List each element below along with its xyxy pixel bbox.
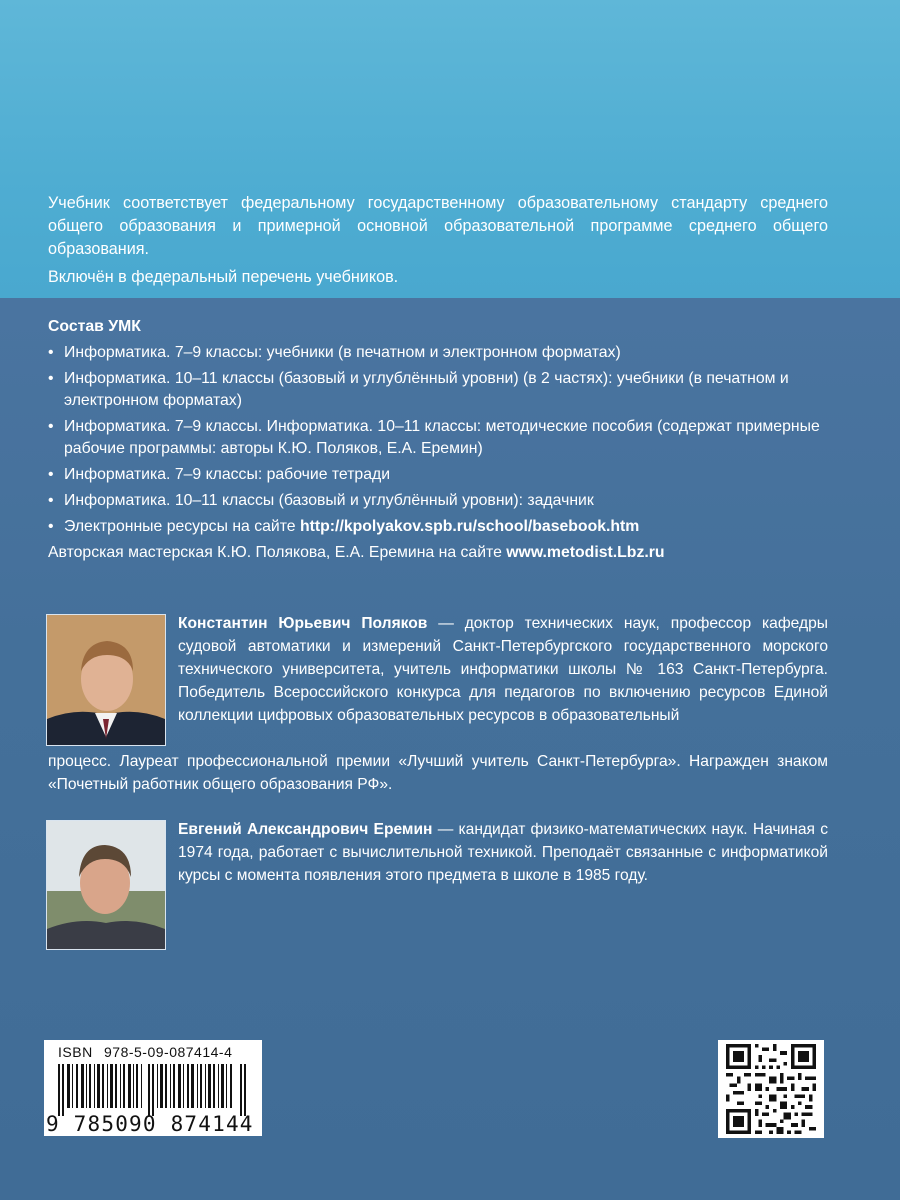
resources-link[interactable]: http://kpolyakov.spb.ru/school/basebook.htm [299,518,640,535]
author-photo-eremin [46,820,166,950]
qr-code [718,1040,824,1138]
author-photo-polyakov [46,614,166,746]
workshop-line [48,542,838,564]
portrait-icon [47,821,165,949]
isbn-barcode [44,1040,262,1136]
bullet-icon: • [48,518,54,535]
umk-item: • Информатика. 7–9 классы. Информатика. 10–11 классы: методические пособия (содержат примерные рабочие программы: авторы К.Ю. Поляков, Е.А. Еремин) [48,418,820,457]
author-bio-text: процесс. Лауреат профессиональной премии «Лучший учитель Санкт-Петербурга». Награжден знаком «Почетный работник общего образования РФ». [48,753,828,793]
portrait-icon [47,615,165,745]
workshop-text: Авторская мастерская К.Ю. Полякова, Е.А. Еремина на сайте [48,544,507,561]
umk-item: • Информатика. 10–11 классы (базовый и углублённый уровни): задачник [48,490,838,512]
author-bio-text: — доктор технических наук, профессор кафедры судовой автоматики и измерений Санкт-Петербургского государственного морского технического университета, учитель информатики школы № 163 Санкт-Петербурга. Победитель Всероссийского конкурса для педагогов по включению ресурсов Единой коллекции цифровых образовательных ресурсов в образовательный [178,615,828,724]
umk-item: • Информатика. 10–11 классы (базовый и углублённый уровни) (в 2 частях): учебники (в печатном и электронном форматах) [48,370,789,409]
author-name: Евгений Александрович Еремин [178,821,433,838]
bullet-icon: • [48,344,54,361]
resources-text: Электронные ресурсы на сайте [64,518,300,535]
workshop-link[interactable]: www.metodist.Lbz.ru [506,544,665,561]
bullet-icon: • [48,492,54,509]
standard-text: Учебник соответствует федеральному государственному образовательному стандарту среднего общего образования и примерной основной образовательной программе среднего общего образования. [48,194,828,258]
isbn-digits: 9 785090 874144 [46,1112,254,1136]
author-bio-text: — кандидат физико-математических наук. Начиная с 1974 года, работает с вычислительной техникой. Преподаёт связанные с информатикой курсы с момента появления этого предмета в школе в 1985 году. [178,821,828,884]
bullet-icon: • [48,418,54,435]
umk-item: • Информатика. 7–9 классы: рабочие тетради [48,464,838,486]
bullet-icon: • [48,466,54,483]
isbn-label: ISBN [58,1044,93,1060]
author-bio-polyakov-cont [48,750,828,796]
umk-item-resources [48,516,838,538]
barcode-icon [56,1064,250,1116]
federal-list-text: Включён в федеральный перечень учебников. [48,268,399,286]
standard-notice [48,192,828,289]
isbn-number: 978-5-09-087414-4 [104,1044,233,1060]
umk-item: • Информатика. 7–9 классы: учебники (в печатном и электронном форматах) [48,342,838,364]
umk-title: Состав УМК [48,318,141,335]
bullet-icon: • [48,370,54,387]
author-bio-eremin [178,818,828,887]
umk-list [48,342,838,538]
author-bio-polyakov [178,612,828,727]
qr-code-icon [724,1044,818,1134]
umk-section [48,316,838,564]
author-name: Константин Юрьевич Поляков [178,615,428,632]
